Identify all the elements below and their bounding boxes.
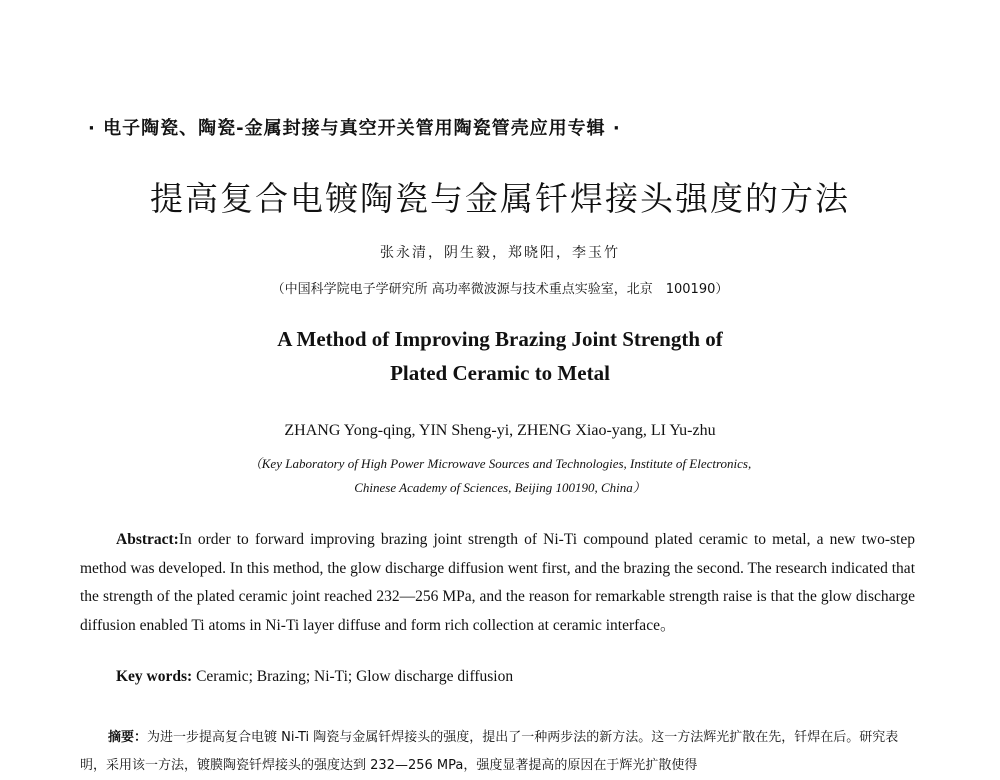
keywords-english-label: Key words: bbox=[116, 668, 193, 685]
title-chinese: 提高复合电镀陶瓷与金属钎焊接头强度的方法 bbox=[150, 179, 850, 218]
series-header: · 电子陶瓷、陶瓷-金属封接与真空开关管用陶瓷管壳应用专辑 · bbox=[88, 118, 621, 139]
keywords-english-text: Ceramic; Brazing; Ni-Ti; Glow discharge diffusion bbox=[192, 668, 514, 685]
affiliation-english bbox=[0, 452, 1000, 500]
affiliation-chinese: （中国科学院电子学研究所 高功率微波源与技术重点实验室，北京 100190） bbox=[271, 282, 729, 297]
abstract-english-text: In order to forward improving brazing joint strength of Ni-Ti compound plated ceramic to metal, a new two-step method was developed. In this method, the glow discharge diffusion went first, and the brazing the second. The research indicated that the strength of the plated ceramic joint reached 232—256 MPa, and the reason for remarkable strength raise is that the glow discharge diffusion enabled Ti atoms in Ni-Ti layer diffuse and form rich collection at ceramic interface。 bbox=[80, 531, 915, 634]
affiliation-english-line-2: Chinese Academy of Sciences, Beijing 100190, China） bbox=[354, 480, 646, 495]
authors-english: ZHANG Yong-qing, YIN Sheng-yi, ZHENG Xiao-yang, LI Yu-zhu bbox=[284, 422, 716, 439]
title-english-line-2: Plated Ceramic to Metal bbox=[390, 361, 610, 385]
abstract-english-label: Abstract: bbox=[116, 531, 179, 548]
affiliation-english-line-1: （Key Laboratory of High Power Microwave Sources and Technologies, Institute of Electronics, bbox=[248, 456, 752, 471]
abstract-chinese bbox=[80, 724, 915, 780]
title-english bbox=[0, 322, 1000, 390]
abstract-english bbox=[80, 526, 915, 640]
authors-chinese: 张永清，阴生毅，郑晓阳，李玉竹 bbox=[380, 245, 620, 261]
abstract-chinese-label: 摘要： bbox=[108, 730, 148, 745]
abstract-chinese-text: 为进一步提高复合电镀 Ni-Ti 陶瓷与金属钎焊接头的强度，提出了一种两步法的新方法。这一方法辉光扩散在先，钎焊在后。研究表明，采用该一方法，镀膜陶瓷钎焊接头的强度达到 232—256 MPa，强度显著提高的原因在于辉光扩散使得 bbox=[80, 730, 899, 773]
keywords-english bbox=[116, 668, 916, 686]
title-english-line-1: A Method of Improving Brazing Joint Strength of bbox=[277, 327, 723, 351]
